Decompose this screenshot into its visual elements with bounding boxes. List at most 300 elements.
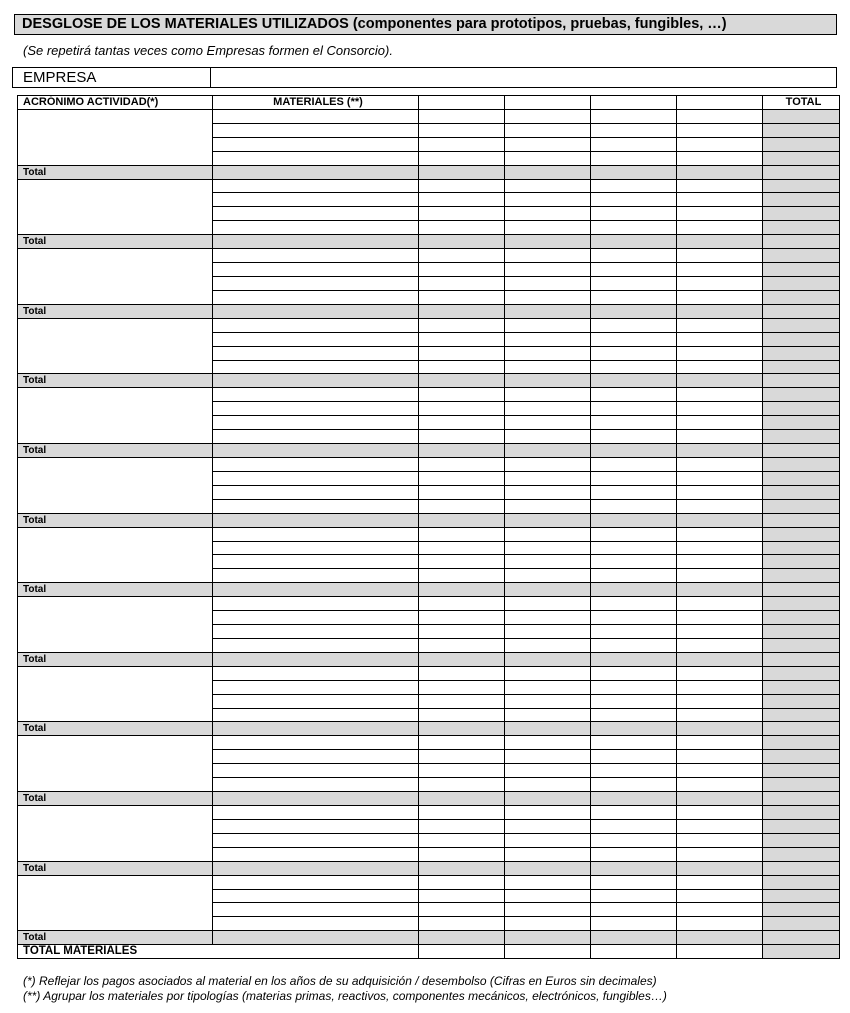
material-cell[interactable]: [213, 430, 419, 444]
amount-cell[interactable]: [505, 360, 591, 374]
group-total-cell: [505, 652, 591, 666]
amount-cell[interactable]: [591, 708, 677, 722]
activity-cell[interactable]: [18, 736, 213, 792]
material-cell[interactable]: [213, 694, 419, 708]
amount-cell[interactable]: [677, 903, 763, 917]
amount-cell[interactable]: [419, 457, 505, 471]
amount-cell[interactable]: [591, 555, 677, 569]
amount-cell[interactable]: [591, 179, 677, 193]
amount-cell[interactable]: [677, 847, 763, 861]
amount-cell[interactable]: [419, 249, 505, 263]
material-cell[interactable]: [213, 597, 419, 611]
material-cell[interactable]: [213, 151, 419, 165]
amount-cell[interactable]: [591, 806, 677, 820]
activity-cell[interactable]: [18, 806, 213, 862]
amount-cell[interactable]: [677, 471, 763, 485]
amount-cell[interactable]: [677, 889, 763, 903]
group-total-cell: [419, 235, 505, 249]
activity-cell[interactable]: [18, 875, 213, 931]
header-year-1: [419, 96, 505, 110]
amount-cell[interactable]: [591, 151, 677, 165]
amount-cell[interactable]: [505, 499, 591, 513]
amount-cell[interactable]: [677, 318, 763, 332]
material-cell[interactable]: [213, 625, 419, 639]
amount-cell[interactable]: [677, 666, 763, 680]
amount-cell[interactable]: [419, 889, 505, 903]
amount-cell[interactable]: [677, 430, 763, 444]
amount-cell[interactable]: [591, 666, 677, 680]
amount-cell[interactable]: [591, 263, 677, 277]
group-total-cell: [505, 374, 591, 388]
amount-cell[interactable]: [505, 332, 591, 346]
amount-cell[interactable]: [591, 109, 677, 123]
amount-cell[interactable]: [591, 680, 677, 694]
amount-cell[interactable]: [419, 221, 505, 235]
group-total-row: [18, 304, 840, 318]
amount-cell[interactable]: [505, 151, 591, 165]
grand-total-cell: [419, 945, 505, 959]
amount-cell[interactable]: [591, 221, 677, 235]
amount-cell[interactable]: [677, 485, 763, 499]
material-cell[interactable]: [213, 611, 419, 625]
amount-cell[interactable]: [419, 555, 505, 569]
amount-cell[interactable]: [505, 778, 591, 792]
amount-cell[interactable]: [677, 778, 763, 792]
amount-cell[interactable]: [419, 263, 505, 277]
amount-cell[interactable]: [677, 137, 763, 151]
group-total-cell: [591, 304, 677, 318]
footnote-1: (*) Reflejar los pagos asociados al material en los años de su adquisición / desembolso (Cifras en Euros sin decimales): [23, 974, 657, 988]
amount-cell[interactable]: [505, 569, 591, 583]
amount-cell[interactable]: [591, 207, 677, 221]
table-row: [18, 249, 840, 263]
material-cell[interactable]: [213, 708, 419, 722]
group-total-row: [18, 861, 840, 875]
empresa-input[interactable]: [211, 68, 836, 87]
material-cell[interactable]: [213, 917, 419, 931]
group-total-cell: [763, 652, 840, 666]
amount-cell[interactable]: [505, 137, 591, 151]
amount-cell[interactable]: [505, 263, 591, 277]
amount-cell[interactable]: [591, 123, 677, 137]
group-total-label: Total: [18, 235, 213, 249]
amount-cell[interactable]: [591, 527, 677, 541]
amount-cell[interactable]: [419, 485, 505, 499]
amount-cell[interactable]: [419, 694, 505, 708]
amount-cell[interactable]: [677, 638, 763, 652]
amount-cell[interactable]: [505, 346, 591, 360]
amount-cell[interactable]: [677, 221, 763, 235]
amount-cell[interactable]: [591, 917, 677, 931]
group-total-cell: [591, 583, 677, 597]
amount-cell[interactable]: [505, 736, 591, 750]
amount-cell[interactable]: [591, 430, 677, 444]
grand-total-row: [18, 945, 840, 959]
amount-cell[interactable]: [677, 290, 763, 304]
amount-cell[interactable]: [419, 402, 505, 416]
table-row: [18, 806, 840, 820]
amount-cell[interactable]: [505, 917, 591, 931]
material-cell[interactable]: [213, 833, 419, 847]
amount-cell[interactable]: [419, 109, 505, 123]
amount-cell[interactable]: [419, 430, 505, 444]
amount-cell[interactable]: [419, 388, 505, 402]
amount-cell[interactable]: [591, 346, 677, 360]
amount-cell[interactable]: [591, 694, 677, 708]
amount-cell[interactable]: [677, 179, 763, 193]
amount-cell[interactable]: [591, 597, 677, 611]
amount-cell[interactable]: [419, 290, 505, 304]
material-cell[interactable]: [213, 290, 419, 304]
material-cell[interactable]: [213, 221, 419, 235]
material-cell[interactable]: [213, 457, 419, 471]
amount-cell[interactable]: [419, 917, 505, 931]
amount-cell[interactable]: [677, 917, 763, 931]
form-title: DESGLOSE DE LOS MATERIALES UTILIZADOS (componentes para prototipos, pruebas, fungibles, …): [14, 14, 837, 35]
amount-cell[interactable]: [591, 736, 677, 750]
amount-cell[interactable]: [591, 819, 677, 833]
amount-cell[interactable]: [591, 402, 677, 416]
amount-cell[interactable]: [505, 625, 591, 639]
amount-cell[interactable]: [505, 847, 591, 861]
amount-cell[interactable]: [419, 708, 505, 722]
amount-cell[interactable]: [419, 346, 505, 360]
table-row: [18, 875, 840, 889]
amount-cell[interactable]: [419, 318, 505, 332]
amount-cell[interactable]: [505, 290, 591, 304]
activity-cell[interactable]: [18, 109, 213, 165]
amount-cell[interactable]: [677, 207, 763, 221]
group-total-cell: [591, 652, 677, 666]
amount-cell[interactable]: [677, 151, 763, 165]
amount-cell[interactable]: [419, 416, 505, 430]
material-cell[interactable]: [213, 360, 419, 374]
amount-cell[interactable]: [419, 541, 505, 555]
amount-cell[interactable]: [677, 193, 763, 207]
amount-cell[interactable]: [505, 611, 591, 625]
group-total-cell: [213, 304, 419, 318]
material-cell[interactable]: [213, 471, 419, 485]
activity-cell[interactable]: [18, 388, 213, 444]
amount-cell[interactable]: [677, 611, 763, 625]
material-cell[interactable]: [213, 903, 419, 917]
amount-cell[interactable]: [677, 569, 763, 583]
material-cell[interactable]: [213, 499, 419, 513]
material-cell[interactable]: [213, 875, 419, 889]
group-total-cell: [677, 722, 763, 736]
amount-cell[interactable]: [419, 360, 505, 374]
amount-cell[interactable]: [591, 750, 677, 764]
amount-cell[interactable]: [505, 680, 591, 694]
amount-cell[interactable]: [591, 847, 677, 861]
activity-cell[interactable]: [18, 318, 213, 374]
amount-cell[interactable]: [677, 360, 763, 374]
amount-cell[interactable]: [505, 430, 591, 444]
activity-cell[interactable]: [18, 179, 213, 235]
amount-cell[interactable]: [505, 819, 591, 833]
group-total-cell: [419, 931, 505, 945]
group-total-cell: [213, 722, 419, 736]
amount-cell[interactable]: [591, 193, 677, 207]
amount-cell[interactable]: [419, 736, 505, 750]
row-total-cell: [763, 611, 840, 625]
material-cell[interactable]: [213, 137, 419, 151]
amount-cell[interactable]: [419, 597, 505, 611]
group-total-label: Total: [18, 861, 213, 875]
material-cell[interactable]: [213, 666, 419, 680]
group-total-row: [18, 931, 840, 945]
amount-cell[interactable]: [419, 638, 505, 652]
amount-cell[interactable]: [505, 471, 591, 485]
row-total-cell: [763, 764, 840, 778]
amount-cell[interactable]: [505, 318, 591, 332]
amount-cell[interactable]: [677, 263, 763, 277]
amount-cell[interactable]: [677, 416, 763, 430]
group-total-cell: [419, 722, 505, 736]
amount-cell[interactable]: [591, 889, 677, 903]
material-cell[interactable]: [213, 276, 419, 290]
amount-cell[interactable]: [677, 541, 763, 555]
amount-cell[interactable]: [419, 137, 505, 151]
material-cell[interactable]: [213, 736, 419, 750]
group-total-cell: [591, 374, 677, 388]
amount-cell[interactable]: [591, 318, 677, 332]
group-total-cell: [419, 513, 505, 527]
amount-cell[interactable]: [591, 903, 677, 917]
amount-cell[interactable]: [591, 764, 677, 778]
amount-cell[interactable]: [505, 764, 591, 778]
amount-cell[interactable]: [505, 750, 591, 764]
amount-cell[interactable]: [591, 249, 677, 263]
amount-cell[interactable]: [505, 527, 591, 541]
material-cell[interactable]: [213, 346, 419, 360]
amount-cell[interactable]: [419, 666, 505, 680]
amount-cell[interactable]: [505, 806, 591, 820]
amount-cell[interactable]: [677, 819, 763, 833]
amount-cell[interactable]: [677, 680, 763, 694]
material-cell[interactable]: [213, 806, 419, 820]
material-cell[interactable]: [213, 569, 419, 583]
group-total-cell: [419, 792, 505, 806]
amount-cell[interactable]: [591, 485, 677, 499]
material-cell[interactable]: [213, 318, 419, 332]
amount-cell[interactable]: [677, 457, 763, 471]
material-cell[interactable]: [213, 402, 419, 416]
amount-cell[interactable]: [677, 708, 763, 722]
amount-cell[interactable]: [419, 179, 505, 193]
amount-cell[interactable]: [505, 889, 591, 903]
amount-cell[interactable]: [419, 847, 505, 861]
material-cell[interactable]: [213, 485, 419, 499]
amount-cell[interactable]: [505, 541, 591, 555]
material-cell[interactable]: [213, 541, 419, 555]
amount-cell[interactable]: [505, 666, 591, 680]
amount-cell[interactable]: [591, 137, 677, 151]
amount-cell[interactable]: [419, 875, 505, 889]
material-cell[interactable]: [213, 819, 419, 833]
amount-cell[interactable]: [419, 764, 505, 778]
amount-cell[interactable]: [505, 485, 591, 499]
material-cell[interactable]: [213, 764, 419, 778]
material-cell[interactable]: [213, 123, 419, 137]
amount-cell[interactable]: [505, 694, 591, 708]
amount-cell[interactable]: [677, 555, 763, 569]
group-total-cell: [419, 861, 505, 875]
amount-cell[interactable]: [591, 778, 677, 792]
group-total-label: Total: [18, 304, 213, 318]
amount-cell[interactable]: [677, 833, 763, 847]
amount-cell[interactable]: [591, 471, 677, 485]
activity-cell[interactable]: [18, 597, 213, 653]
material-cell[interactable]: [213, 249, 419, 263]
amount-cell[interactable]: [591, 457, 677, 471]
amount-cell[interactable]: [505, 555, 591, 569]
amount-cell[interactable]: [505, 207, 591, 221]
amount-cell[interactable]: [419, 833, 505, 847]
amount-cell[interactable]: [677, 736, 763, 750]
amount-cell[interactable]: [505, 597, 591, 611]
amount-cell[interactable]: [505, 457, 591, 471]
amount-cell[interactable]: [677, 875, 763, 889]
amount-cell[interactable]: [677, 499, 763, 513]
group-total-cell: [505, 722, 591, 736]
activity-cell[interactable]: [18, 527, 213, 583]
material-cell[interactable]: [213, 638, 419, 652]
amount-cell[interactable]: [677, 694, 763, 708]
amount-cell[interactable]: [505, 221, 591, 235]
material-cell[interactable]: [213, 193, 419, 207]
amount-cell[interactable]: [419, 527, 505, 541]
row-total-cell: [763, 109, 840, 123]
group-total-cell: [591, 165, 677, 179]
amount-cell[interactable]: [677, 625, 763, 639]
amount-cell[interactable]: [505, 109, 591, 123]
amount-cell[interactable]: [591, 499, 677, 513]
amount-cell[interactable]: [419, 778, 505, 792]
amount-cell[interactable]: [505, 638, 591, 652]
amount-cell[interactable]: [677, 806, 763, 820]
amount-cell[interactable]: [591, 276, 677, 290]
material-cell[interactable]: [213, 778, 419, 792]
grand-total-label: TOTAL MATERIALES: [18, 945, 419, 959]
amount-cell[interactable]: [677, 123, 763, 137]
empresa-field: [12, 67, 837, 88]
amount-cell[interactable]: [419, 806, 505, 820]
amount-cell[interactable]: [505, 402, 591, 416]
amount-cell[interactable]: [677, 402, 763, 416]
row-total-cell: [763, 471, 840, 485]
amount-cell[interactable]: [505, 249, 591, 263]
amount-cell[interactable]: [677, 346, 763, 360]
amount-cell[interactable]: [591, 625, 677, 639]
material-cell[interactable]: [213, 207, 419, 221]
row-total-cell: [763, 833, 840, 847]
material-cell[interactable]: [213, 263, 419, 277]
amount-cell[interactable]: [505, 123, 591, 137]
amount-cell[interactable]: [591, 569, 677, 583]
amount-cell[interactable]: [419, 193, 505, 207]
footnote-2: (**) Agrupar los materiales por tipologías (materias primas, reactivos, componentes mecánicos, electrónicos, fungibles…): [23, 989, 667, 1003]
material-cell[interactable]: [213, 555, 419, 569]
amount-cell[interactable]: [419, 276, 505, 290]
amount-cell[interactable]: [505, 903, 591, 917]
amount-cell[interactable]: [591, 290, 677, 304]
amount-cell[interactable]: [419, 471, 505, 485]
amount-cell[interactable]: [419, 625, 505, 639]
amount-cell[interactable]: [505, 416, 591, 430]
material-cell[interactable]: [213, 680, 419, 694]
material-cell[interactable]: [213, 332, 419, 346]
amount-cell[interactable]: [505, 276, 591, 290]
amount-cell[interactable]: [505, 708, 591, 722]
amount-cell[interactable]: [419, 151, 505, 165]
group-total-cell: [677, 792, 763, 806]
group-total-cell: [677, 304, 763, 318]
amount-cell[interactable]: [591, 360, 677, 374]
amount-cell[interactable]: [419, 569, 505, 583]
amount-cell[interactable]: [505, 388, 591, 402]
amount-cell[interactable]: [677, 332, 763, 346]
amount-cell[interactable]: [591, 541, 677, 555]
material-cell[interactable]: [213, 889, 419, 903]
amount-cell[interactable]: [591, 332, 677, 346]
material-cell[interactable]: [213, 109, 419, 123]
amount-cell[interactable]: [591, 638, 677, 652]
amount-cell[interactable]: [419, 499, 505, 513]
amount-cell[interactable]: [419, 332, 505, 346]
material-cell[interactable]: [213, 416, 419, 430]
amount-cell[interactable]: [419, 750, 505, 764]
material-cell[interactable]: [213, 179, 419, 193]
activity-cell[interactable]: [18, 249, 213, 305]
amount-cell[interactable]: [419, 611, 505, 625]
amount-cell[interactable]: [419, 207, 505, 221]
header-year-2: [505, 96, 591, 110]
amount-cell[interactable]: [591, 611, 677, 625]
amount-cell[interactable]: [419, 680, 505, 694]
amount-cell[interactable]: [677, 597, 763, 611]
group-total-cell: [505, 861, 591, 875]
header-acronimo: ACRÓNIMO ACTIVIDAD(*): [18, 96, 213, 110]
material-cell[interactable]: [213, 750, 419, 764]
material-cell[interactable]: [213, 388, 419, 402]
amount-cell[interactable]: [591, 833, 677, 847]
amount-cell[interactable]: [419, 819, 505, 833]
activity-cell[interactable]: [18, 457, 213, 513]
amount-cell[interactable]: [419, 903, 505, 917]
amount-cell[interactable]: [505, 179, 591, 193]
amount-cell[interactable]: [505, 833, 591, 847]
group-total-cell: [505, 513, 591, 527]
amount-cell[interactable]: [677, 388, 763, 402]
amount-cell[interactable]: [677, 527, 763, 541]
material-cell[interactable]: [213, 847, 419, 861]
amount-cell[interactable]: [677, 109, 763, 123]
amount-cell[interactable]: [677, 764, 763, 778]
amount-cell[interactable]: [677, 750, 763, 764]
amount-cell[interactable]: [505, 875, 591, 889]
amount-cell[interactable]: [419, 123, 505, 137]
amount-cell[interactable]: [591, 416, 677, 430]
amount-cell[interactable]: [591, 388, 677, 402]
amount-cell[interactable]: [591, 875, 677, 889]
activity-cell[interactable]: [18, 666, 213, 722]
grand-total-cell: [505, 945, 591, 959]
amount-cell[interactable]: [505, 193, 591, 207]
material-cell[interactable]: [213, 527, 419, 541]
amount-cell[interactable]: [677, 249, 763, 263]
amount-cell[interactable]: [677, 276, 763, 290]
